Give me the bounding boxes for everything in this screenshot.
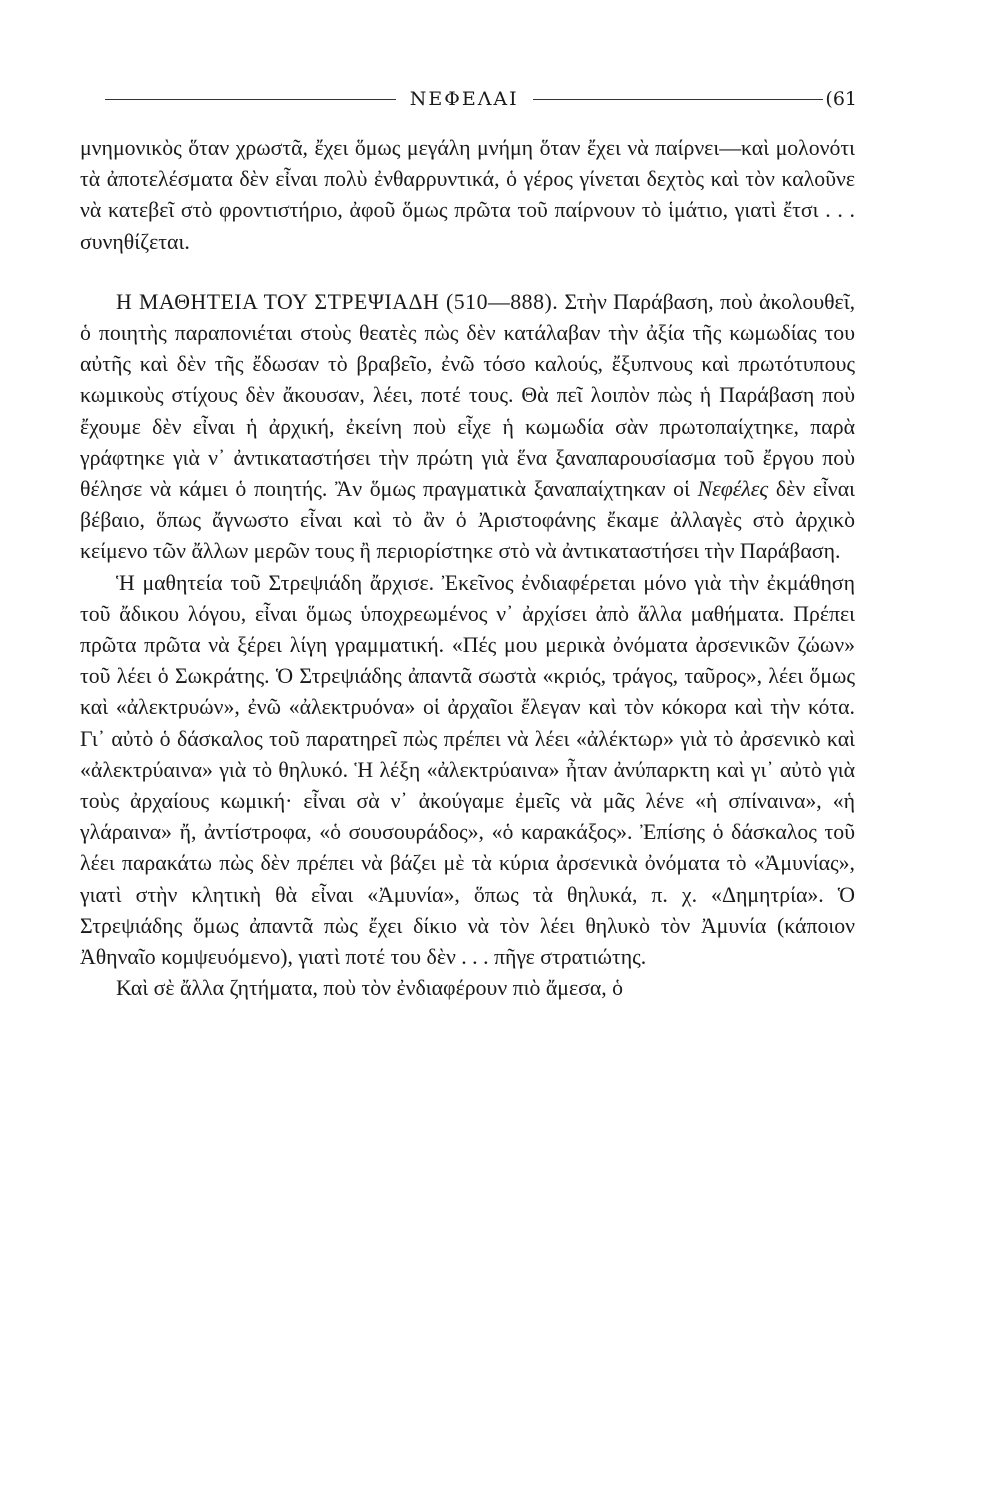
header-rule-right [533, 99, 824, 100]
body-text [80, 133, 855, 1004]
section-heading: Η ΜΑΘΗΤΕΙΑ ΤΟΥ ΣΤΡΕΨΙΑΔΗ (510—888). [116, 289, 559, 314]
paragraph-section [80, 287, 855, 568]
running-title: ΝΕΦΕΛΑΙ [409, 88, 519, 110]
section-text-b: δὲν εἶναι βέβαιο, ὅπως ἄγνωστο εἶναι καὶ τὸ ἂν ὁ Ἀριστοφάνης ἔκαμε ἀλλαγὲς στὸ ἀρχικὸ κείμενο τῶν ἄλλων μερῶν τους ἢ περιορίστηκε στὸ νὰ ἀντικαταστήσει τὴν Παράβαση. [80, 477, 855, 564]
header-rule-left [105, 99, 396, 100]
section-text-a: Στὴν Παράβαση, ποὺ ἀκολουθεῖ, ὁ ποιητὴς παραπονιέται στοὺς θεατὲς πὼς δὲν κατάλαβαν τὴν ἀξία τῆς κωμωδίας του αὐτῆς καὶ δὲν τῆς ἔδωσαν τὸ βραβεῖο, ἐνῶ τόσο καλούς, ἔξυπνους καὶ πρωτότυπους κωμικοὺς στίχους δὲν ἄκουσαν, λέει, ποτέ τους. Θὰ πεῖ λοιπὸν πὼς ἡ Παράβαση ποὺ ἔχουμε δὲν εἶναι ἡ ἀρχική, ἐκείνη ποὺ εἶχε ἡ κωμωδία σὰν πρωτοπαίχτηκε, παρὰ γράφτηκε γιὰ ν᾿ ἀντικαταστήσει τὴν πρώτη γιὰ ἕνα ξαναπαρουσίασμα τοῦ ἔργου ποὺ θέλησε νὰ κάμει ὁ ποιητής. Ἂν ὅμως πραγματικὰ ξαναπαίχτηκαν οἱ [80, 289, 856, 502]
page-number: (61 [825, 88, 858, 110]
paragraph-last: Καὶ σὲ ἄλλα ζητήματα, ποὺ τὸν ἐνδιαφέρουν πιὸ ἄμεσα, ὁ [116, 976, 624, 1001]
paragraph-mathiteia: Ἡ μαθητεία τοῦ Στρεψιάδη ἄρχισε. Ἐκεῖνος ἐνδιαφέρεται μόνο γιὰ τὴν ἐκμάθηση τοῦ ἄδικου λόγου, εἶναι ὅμως ὑποχρεωμένος ν᾿ ἀρχίσει ἀπὸ ἄλλα μαθήματα. Πρέπει πρῶτα πρῶτα νὰ ξέρει λίγη γραμματική. «Πές μου μερικὰ ὀνόματα ἀρσενικῶν ζώων» τοῦ λέει ὁ Σωκράτης. Ὁ Στρεψιάδης ἀπαντᾶ σωστὰ «κριός, τράγος, ταῦρος», λέει ὅμως καὶ «ἀλεκτρυών», ἐνῶ «ἀλεκτρυόνα» οἱ ἀρχαῖοι ἔλεγαν καὶ τὸν κόκορα καὶ τὴν κότα. Γι᾿ αὐτὸ ὁ δάσκαλος τοῦ παρατηρεῖ πὼς πρέπει νὰ λέει «ἀλέκτωρ» γιὰ τὸ ἀρσενικὸ καὶ «ἀλεκτρύαινα» γιὰ τὸ θηλυκό. Ἡ λέξη «ἀλεκτρύαινα» ἦταν ἀνύπαρκτη καὶ γι᾿ αὐτὸ γιὰ τοὺς ἀρχαίους κωμική· εἶναι σὰ ν᾿ ἀκούγαμε ἐμεῖς νὰ μᾶς λένε «ἡ σπίναινα», «ἡ γλάραινα» ἤ, ἀντίστροφα, «ὁ σουσουράδος», «ὁ καρακάξος». Ἐπίσης ὁ δάσκαλος τοῦ λέει παρακάτω πὼς δὲν πρέπει νὰ βάζει μὲ τὰ κύρια ἀρσενικὰ ὀνόματα τὸ «Ἀμυνίας», γιατὶ στὴν κλητικὴ θὰ εἶναι «Ἀμυνία», ὅπως τὰ θηλυκά, π. χ. «Δημητρία». Ὁ Στρεψιάδης ὅμως ἀπαντᾶ πὼς ἔχει δίκιο νὰ τὸν λέει θηλυκὸ τὸν Ἀμυνία (κάποιον Ἀθηναῖο κομψευόμενο), γιατὶ ποτέ του δὲν . . . πῆγε στρατιώτης. [80, 570, 855, 970]
running-head [105, 88, 857, 110]
paragraph-continuation: μνημονικὸς ὅταν χρωστᾶ, ἔχει ὅμως μεγάλη μνήμη ὅταν ἔχει νὰ παίρνει—καὶ μολονότι τὰ ἀποτελέσματα δὲν εἶναι πολὺ ἐνθαρρυντικά, ὁ γέρος γίνεται δεχτὸς καὶ τὸν καλοῦνε νὰ κατεβεῖ στὸ φροντιστήριο, ἀφοῦ ὅμως πρῶτα τοῦ παίρνουν τὸ ἱμάτιο, γιατὶ ἔτσι . . . συνηθίζεται. [80, 136, 855, 254]
italic-title: Νεφέλες [697, 477, 769, 502]
